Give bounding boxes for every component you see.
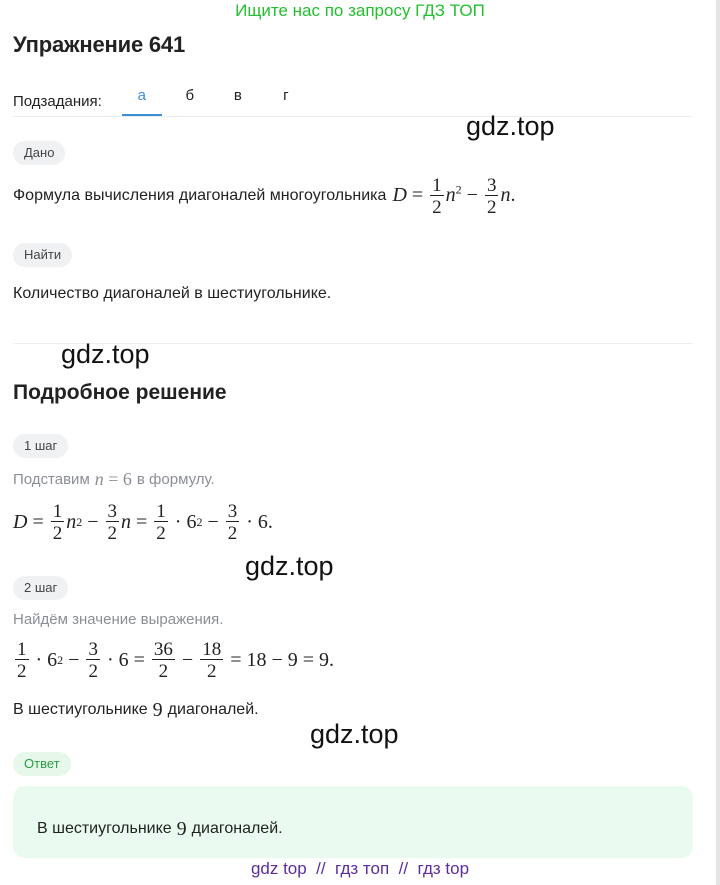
- step2-conclusion-value: 9: [152, 698, 163, 721]
- step1-text: [13, 468, 215, 490]
- watermark: gdz.top: [245, 551, 334, 581]
- promo-banner[interactable]: Ищите нас по запросу ГДЗ ТОП: [235, 1, 485, 20]
- scrollbar[interactable]: [716, 0, 720, 885]
- tab-v[interactable]: в: [233, 87, 242, 104]
- given-badge: Дано: [13, 141, 65, 165]
- given-text: Формула вычисления диагоналей многоугольника: [13, 187, 387, 204]
- step1-text-before: Подставим: [13, 470, 90, 488]
- answer-value: 9: [176, 817, 187, 840]
- step1-substitution: n = 6: [94, 468, 132, 489]
- tab-b[interactable]: б: [185, 87, 195, 104]
- tab-a[interactable]: а: [118, 86, 166, 116]
- subtasks-label: Подзадания:: [13, 92, 102, 110]
- step2-badge: 2 шаг: [13, 576, 68, 600]
- find-badge: Найти: [13, 243, 72, 267]
- answer-text: [37, 817, 283, 841]
- tab-g[interactable]: г: [283, 87, 289, 104]
- watermark: gdz.top: [61, 339, 150, 369]
- step2-conclusion: [13, 698, 259, 722]
- step2-text: Найдём значение выражения.: [13, 611, 224, 628]
- given-formula: D = $\frac{1}{2}$ $n^2$ − $\frac{3}{2}$ n.: [392, 174, 516, 218]
- tabs-divider: [13, 116, 693, 117]
- step2-conclusion-after: диагоналей.: [167, 701, 259, 718]
- watermark: gdz.top: [310, 719, 399, 749]
- subtasks-tabs: [13, 86, 310, 116]
- page-title: Упражнение 641: [13, 32, 185, 57]
- footer-links[interactable]: gdz top // гдз топ // гдз top: [250, 859, 470, 878]
- step1-formula: D = $\frac{1}{2}$ n 2 − $\frac{3}{2}$ n = $\frac{1}{2}$ · 6 2 − $\frac{3}{2}$ · 6.: [13, 500, 273, 544]
- find-text: Количество диагоналей в шестиугольнике.: [13, 285, 332, 302]
- answer-text-before: В шестиугольнике: [37, 820, 172, 837]
- solution-title: Подробное решение: [13, 381, 227, 404]
- watermark: gdz.top: [466, 111, 555, 141]
- step1-badge: 1 шаг: [13, 434, 68, 458]
- step2-formula: $\frac{1}{2}$ · 6 2 − $\frac{3}{2}$ · 6 = $\frac{36}{2}$ − $\frac{18}{2}$ = 18 − 9 = 9.: [17, 638, 335, 682]
- given-row: [13, 170, 515, 222]
- step2-conclusion-before: В шестиугольнике: [13, 701, 148, 718]
- step1-text-after: в формулу.: [136, 470, 215, 488]
- answer-badge: Ответ: [13, 752, 71, 776]
- answer-text-after: диагоналей.: [191, 820, 283, 837]
